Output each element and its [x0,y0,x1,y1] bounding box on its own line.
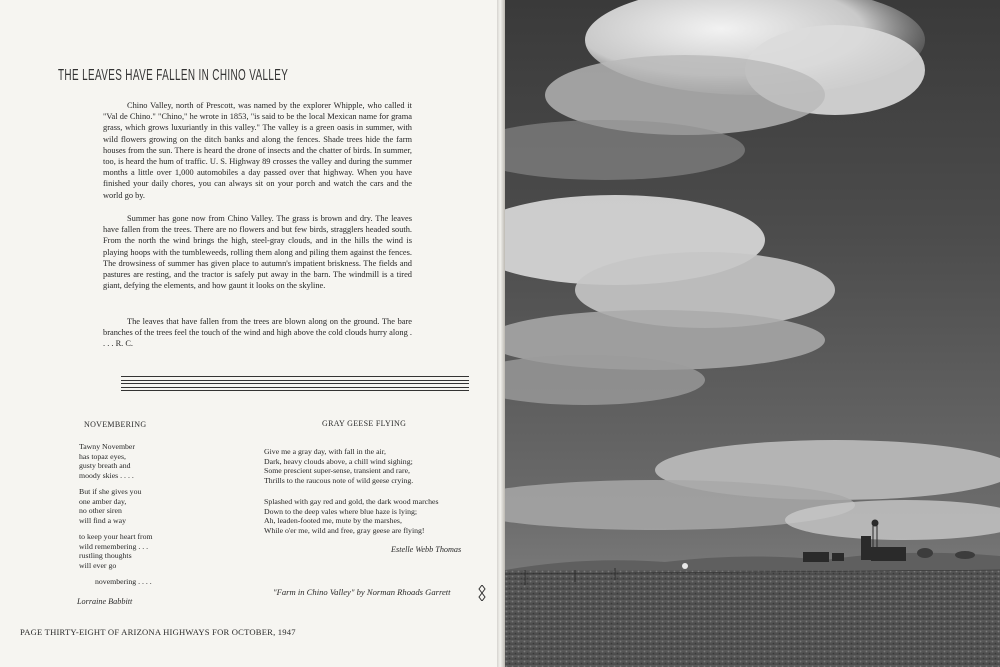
poem-line: rustling thoughts [79,551,132,561]
poem-line: While o'er me, wild and free, gray geese are flying! [264,525,425,535]
decorative-rule-divider [121,376,469,394]
poem-line: has topaz eyes, [79,451,126,461]
poem-author: Estelle Webb Thomas [391,545,462,554]
poem-line: moody skies . . . . [79,470,134,480]
poem-stanza [79,487,141,525]
poem-stanza [79,532,153,570]
poem-line: Down to the deep vales where blue haze is lying; [264,506,418,516]
poem-line: will ever go [79,560,117,570]
poem-stanza [264,497,439,535]
poem-stanza [79,442,135,480]
page-gutter [497,0,505,667]
poem-line: Ah, leaden-footed me, mute by the marshes, [264,516,402,526]
poem-line: Splashed with gay red and gold, the dark wood marches [264,497,439,506]
paragraph-text: Summer has gone now from Chino Valley. The grass is brown and dry. The leaves have fallen from the trees. There are no flowers and but few birds, stragglers headed south. From the north the wind brings the high, steel-gray clouds, and in the hills the wind is playing hoops with the tumbleweeds, rolling them along and piling them against the fences. The drowsiness of summer has given place to autumn's impatient briskness. The fields and pastures are resting, and the tractor is safely put away in the barn. The windmill is a tired giant, defying the elements, and how gaunt it looks on the skyline. [103,214,412,291]
essay-paragraph-1 [103,100,412,201]
poem-line: Tawny November [79,442,135,451]
photo-caption: "Farm in Chino Valley" by Norman Rhoads Garrett [273,587,451,597]
poem-stanza [264,447,413,485]
poem-line: Some prescient super-sense, transient and rare, [264,466,410,476]
poem-line: to keep your heart from [79,532,153,541]
poem-line: Thrills to the raucous note of wild geese crying. [264,475,414,485]
poem-line: But if she gives you [79,487,142,496]
paragraph-text: The leaves that have fallen from the trees are blown along on the ground. The bare branches of the trees feel the touch of the wind and high above the cold clouds hurry along . . . . R. C. [103,317,412,349]
essay-paragraph-3 [103,316,412,350]
paragraph-text: Chino Valley, north of Prescott, was named by the explorer Whipple, who called it "Val de Chino." "Chino," he wrote in 1853, "is said to be the local Mexican name for grama grass, which grows luxuriantly in this valley." The valley is a green oasis in summer, with wild flowers growing on the ditch banks and along the fences. Shade trees hide the farm houses from the sun. There is heard the drone of insects and the chatter of birds. In summer, too, is heard the hum of traffic. U. S. Highway 89 crosses the valley and during the summer months a little over 1,000 automobiles a day passed over that highway. When you have finished your daily chores, you can always sit on your porch and watch the cars and the world go by. [103,101,412,200]
poem-line: wild remembering . . . [79,541,149,551]
poem-line: gusty breath and [79,461,131,471]
page-footer: PAGE THIRTY-EIGHT OF ARIZONA HIGHWAYS FOR OCTOBER, 1947 [20,627,296,637]
poem-line: one amber day, [79,496,127,506]
bracket-diamond-icon [478,585,486,601]
poem-line: Dark, heavy clouds above, a chill wind sighing; [264,456,413,466]
farm-landscape-photo [505,0,1000,667]
poem-author: Lorraine Babbitt [77,597,133,606]
poem-title-novembering: NOVEMBERING [84,420,147,429]
essay-paragraph-2 [103,213,412,291]
right-page [505,0,1000,667]
poem-closing-line: novembering . . . . [95,577,152,586]
poem-line: Give me a gray day, with fall in the air, [264,447,386,456]
poem-title-gray-geese-flying: GRAY GEESE FLYING [322,419,407,428]
poem-line: will find a way [79,515,126,525]
article-title: THE LEAVES HAVE FALLEN IN CHINO VALLEY [58,66,289,84]
poem-line: no other siren [79,506,122,516]
